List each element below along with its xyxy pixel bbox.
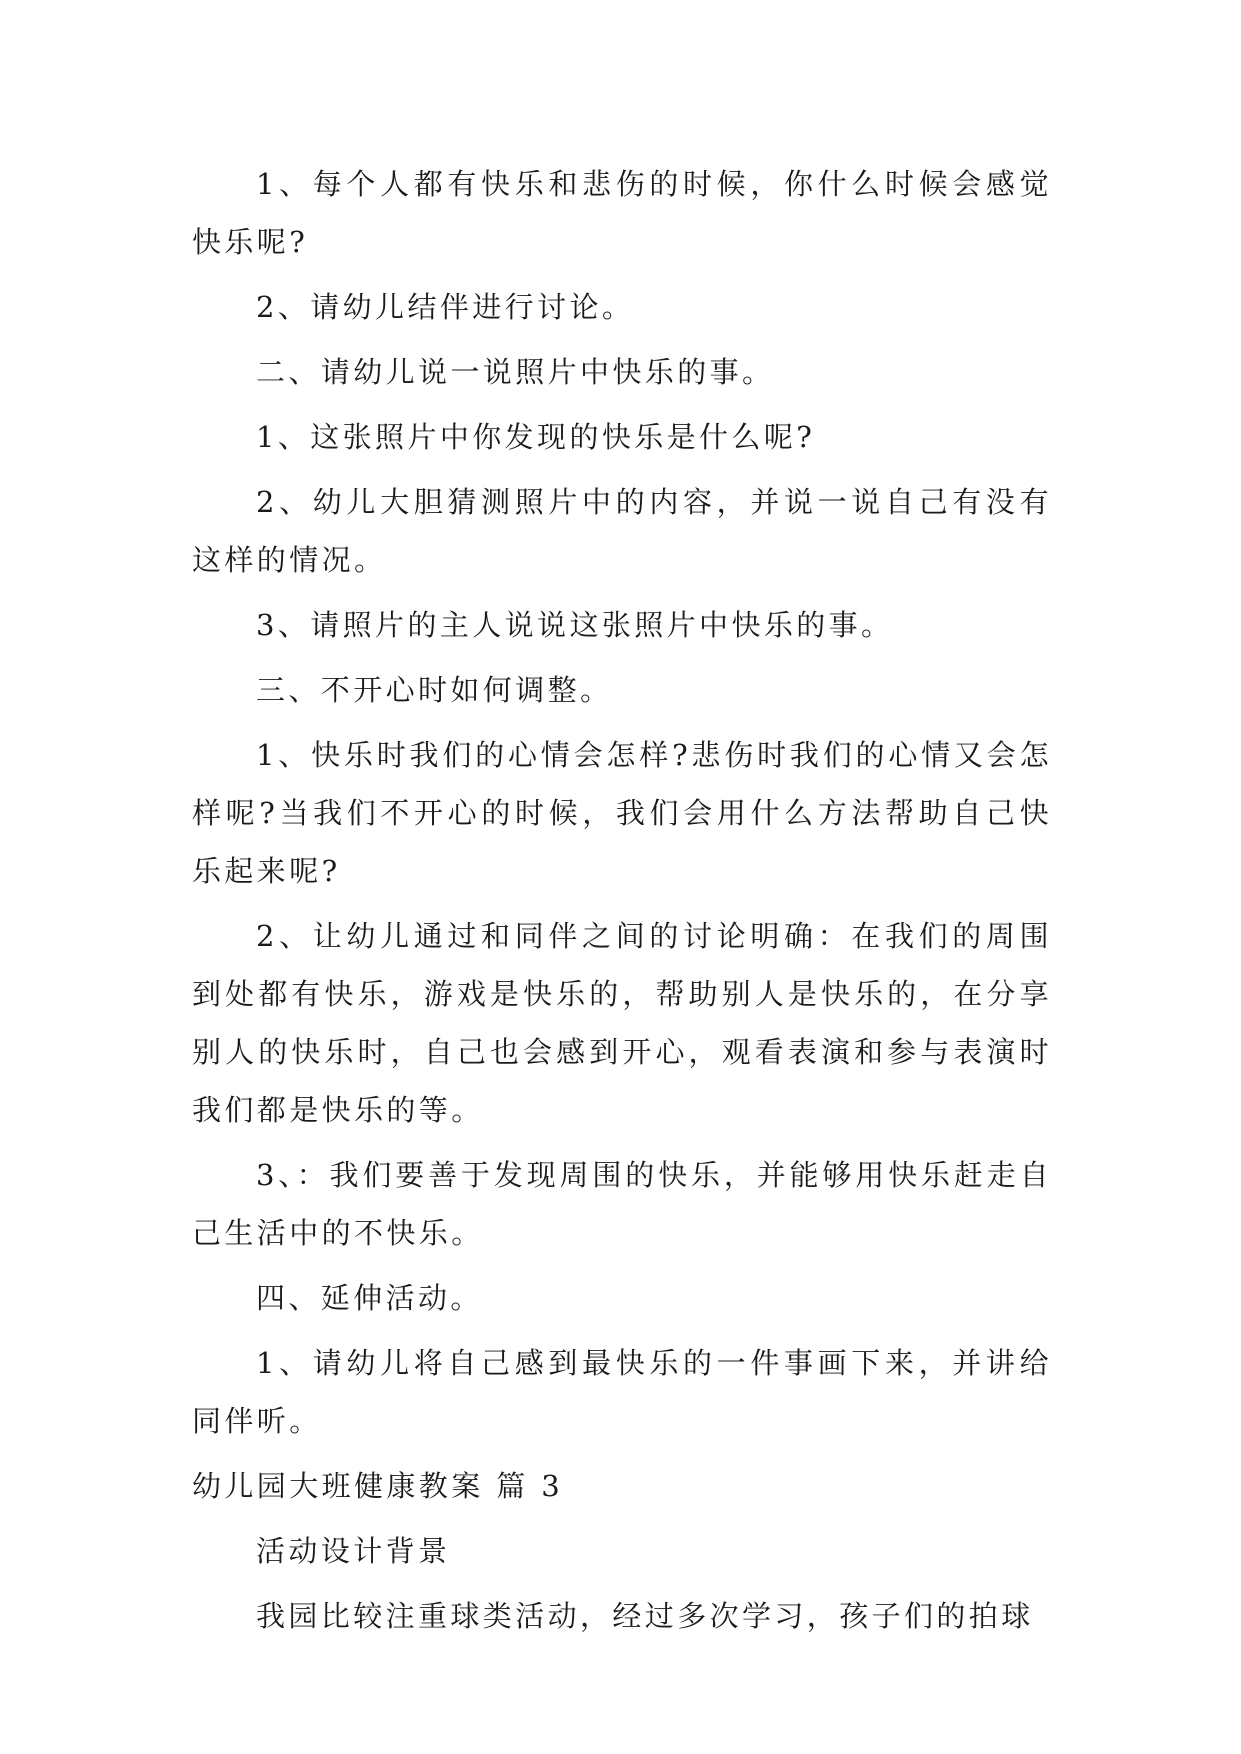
document-title: 幼儿园大班健康教案 篇 3 — [192, 1469, 564, 1503]
section-heading: 二、请幼儿说一说照片中快乐的事。 — [256, 355, 775, 389]
section-heading: 三、不开心时如何调整。 — [256, 673, 613, 707]
paragraph: 2、让幼儿通过和同伴之间的讨论明确：在我们的周围到处都有快乐，游戏是快乐的，帮助别人是快乐的，在分享别人的快乐时，自己也会感到开心，观看表演和参与表演时我们都是快乐的等。 — [192, 919, 1052, 1127]
document-body — [192, 155, 1052, 1652]
paragraph: 2、请幼儿结伴进行讨论。 — [256, 290, 635, 324]
subsection-heading: 活动设计背景 — [256, 1534, 451, 1568]
paragraph: 1、这张照片中你发现的快乐是什么呢? — [256, 420, 816, 454]
paragraph: 1、每个人都有快乐和悲伤的时候，你什么时候会感觉快乐呢? — [192, 167, 1052, 259]
paragraph: 3、：我们要善于发现周围的快乐，并能够用快乐赶走自己生活中的不快乐。 — [192, 1158, 1052, 1250]
paragraph: 1、请幼儿将自己感到最快乐的一件事画下来，并讲给同伴听。 — [192, 1346, 1052, 1438]
paragraph: 我园比较注重球类活动，经过多次学习，孩子们的拍球 — [256, 1599, 1034, 1633]
section-heading: 四、延伸活动。 — [256, 1281, 483, 1315]
paragraph: 1、快乐时我们的心情会怎样?悲伤时我们的心情又会怎样呢?当我们不开心的时候，我们会用什么方法帮助自己快乐起来呢? — [192, 738, 1052, 888]
paragraph: 2、幼儿大胆猜测照片中的内容，并说一说自己有没有这样的情况。 — [192, 485, 1052, 577]
paragraph: 3、请照片的主人说说这张照片中快乐的事。 — [256, 608, 894, 642]
